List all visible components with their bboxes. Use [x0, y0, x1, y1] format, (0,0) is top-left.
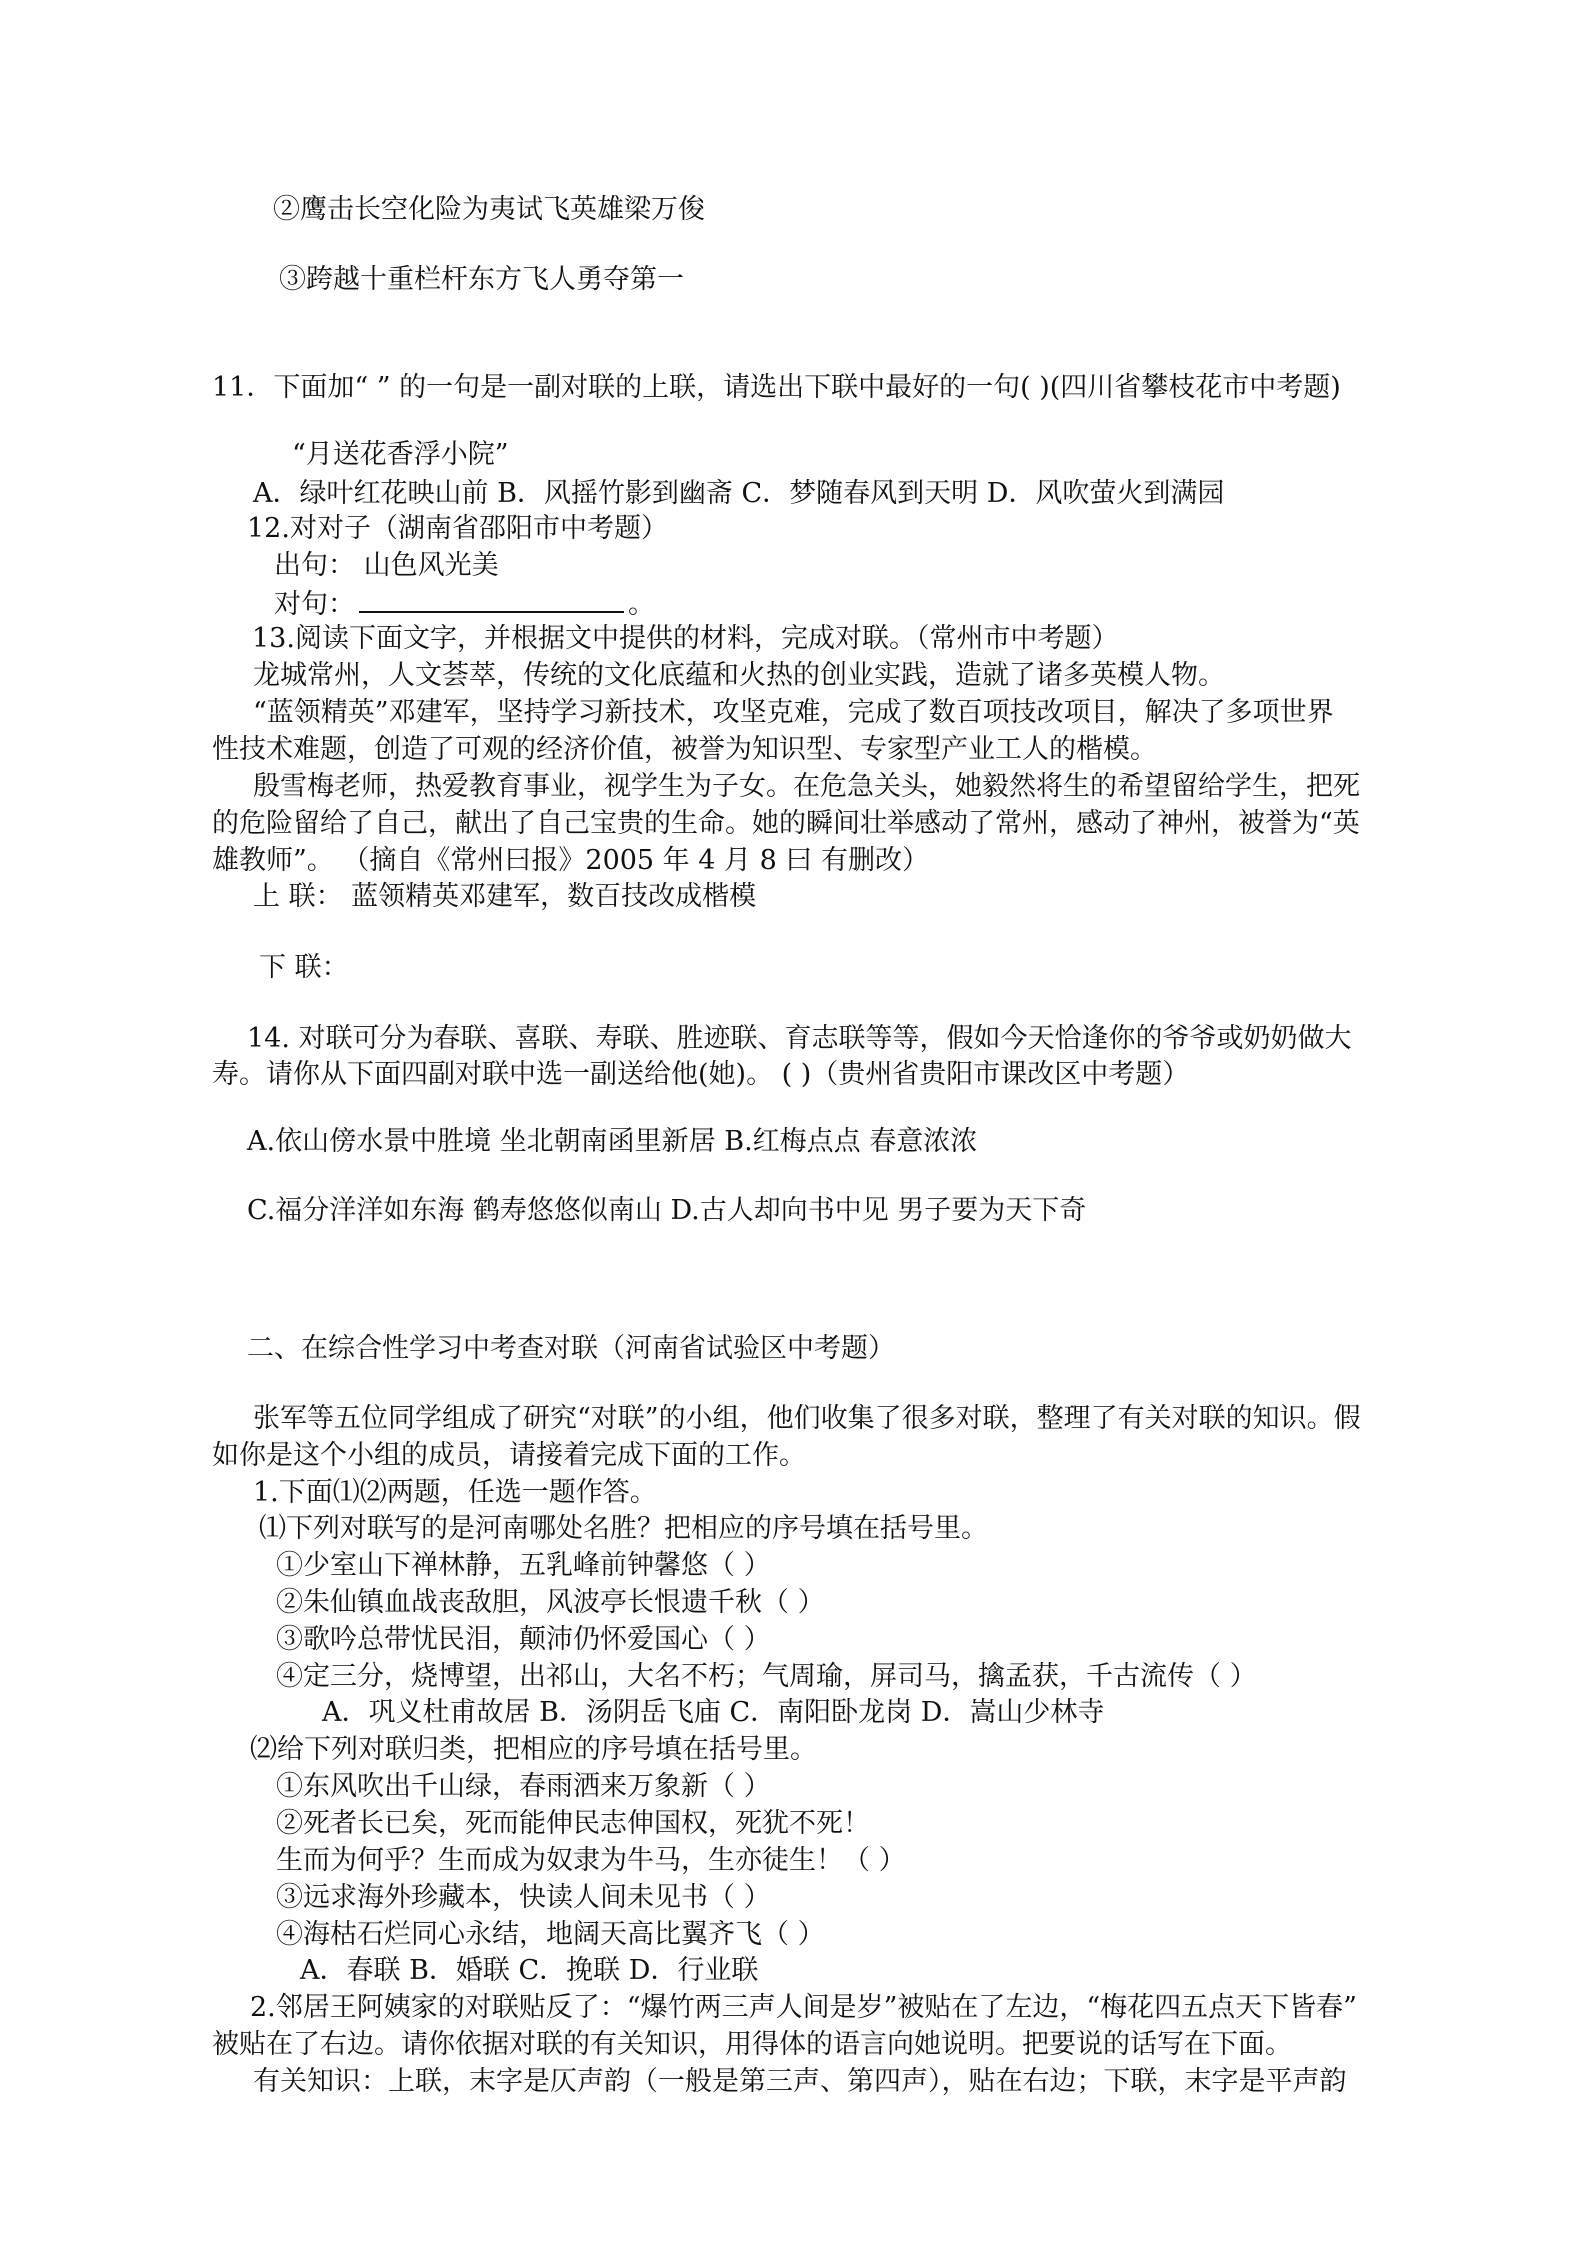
- lower-couplet-label: 下 联：: [259, 952, 349, 983]
- text-line: ①少室山下禅林静，五乳峰前钟馨悠（ ）: [276, 1550, 771, 1581]
- question-12: 12.对对子（湖南省邵阳市中考题）: [247, 513, 668, 544]
- text-line: ②朱仙镇血战丧敌胆，风波亭长恨遗千秋（ ）: [276, 1587, 825, 1618]
- text-line: 殷雪梅老师，热爱教育事业，视学生为子女。在危急关头，她毅然将生的希望留给学生，把死: [253, 771, 1360, 802]
- text-line: ④定三分，烧博望，出祁山，大名不朽；气周瑜，屏司马，擒孟获，千古流传（ ）: [276, 1661, 1257, 1692]
- text-line: 出句： 山色风光美: [274, 550, 499, 581]
- text-line: 张军等五位同学组成了研究“对联”的小组，他们收集了很多对联，整理了有关对联的知识。假: [253, 1403, 1361, 1434]
- period: 。: [628, 589, 655, 620]
- answer-options: A．巩义杜甫故居 B．汤阴岳飞庙 C．南阳卧龙岗 D．嵩山少林寺: [322, 1697, 1105, 1728]
- text-line: ①东风吹出千山绿，春雨洒来万象新（ ）: [276, 1771, 771, 1802]
- text-line: 有关知识：上联，末字是仄声韵（一般是第三声、第四声），贴在右边；下联，末字是平声韵: [253, 2066, 1347, 2097]
- text-line: ④海枯石烂同心永结，地阔天高比翼齐飞（ ）: [276, 1919, 825, 1950]
- text-line: ③跨越十重栏杆东方飞人勇夺第一: [279, 264, 684, 295]
- question-13: 13.阅读下面文字，并根据文中提供的材料，完成对联。（常州市中考题）: [252, 623, 1119, 654]
- answer-line: [274, 585, 655, 623]
- question-1: 1.下面⑴⑵两题，任选一题作答。: [253, 1477, 657, 1508]
- text-line: 被贴在了右边。请你依据对联的有关知识，用得体的语言向她说明。把要说的话写在下面。: [212, 2029, 1292, 2060]
- answer-label: 对句：: [274, 589, 355, 620]
- text-line: 寿。请你从下面四副对联中选一副送给他(她)。 ( )（贵州省贵阳市课改区中考题）: [212, 1059, 1190, 1090]
- answer-options: A.依山傍水景中胜境 坐北朝南函里新居 B.红梅点点 春意浓浓: [247, 1126, 978, 1157]
- text-line: 龙城常州，人文荟萃，传统的文化底蕴和火热的创业实践，造就了诸多英模人物。: [253, 660, 1225, 691]
- text-line: ③远求海外珍藏本，快读人间未见书（ ）: [276, 1882, 771, 1913]
- question-2: 2.邻居王阿姨家的对联贴反了：“爆竹两三声人间是岁”被贴在了左边，“梅花四五点天下皆春”: [250, 1992, 1357, 2023]
- question-11: 11．下面加“ ” 的一句是一副对联的上联，请选出下联中最好的一句( )(四川省攀枝花市中考题): [212, 372, 1341, 403]
- answer-options: C.福分洋洋如东海 鹤寿悠悠似南山 D.古人却向书中见 男子要为天下奇: [247, 1195, 1087, 1226]
- question-14: 14. 对联可分为春联、喜联、寿联、胜迹联、育志联等等，假如今天恰逢你的爷爷或奶奶做大: [247, 1023, 1352, 1054]
- section-heading: 二、在综合性学习中考查对联（河南省试验区中考题）: [247, 1333, 895, 1364]
- text-line: ②鹰击长空化险为夷试飞英雄梁万俊: [273, 194, 705, 225]
- text-line: ⑵给下列对联归类，把相应的序号填在括号里。: [250, 1734, 817, 1765]
- text-line: 的危险留给了自己，献出了自己宝贵的生命。她的瞬间壮举感动了常州，感动了神州，被誉为“英: [212, 808, 1360, 839]
- text-line: “月送花香浮小院”: [292, 439, 509, 470]
- text-line: ⑴下列对联写的是河南哪处名胜？把相应的序号填在括号里。: [259, 1513, 988, 1544]
- answer-blank[interactable]: [359, 585, 624, 613]
- text-line: 生而为何乎？生而成为奴隶为牛马，生亦徒生！（ ）: [276, 1845, 906, 1876]
- answer-options: A．绿叶红花映山前 B．风摇竹影到幽斋 C．梦随春风到天明 D．风吹萤火到满园: [253, 478, 1225, 509]
- text-line: 如你是这个小组的成员，请接着完成下面的工作。: [212, 1440, 806, 1471]
- text-line: ②死者长已矣，死而能伸民志伸国权，死犹不死！: [276, 1808, 870, 1839]
- text-line: 性技术难题，创造了可观的经济价值，被誉为知识型、专家型产业工人的楷模。: [212, 734, 1157, 765]
- text-line: ③歌吟总带忧民泪，颠沛仍怀爱国心（ ）: [276, 1624, 771, 1655]
- text-line: 雄教师”。 （摘自《常州曰报》2005 年 4 月 8 曰 有删改）: [212, 845, 929, 876]
- answer-options: A．春联 B．婚联 C．挽联 D．行业联: [300, 1955, 759, 1986]
- text-line: “蓝领精英”邓建军，坚持学习新技术，攻坚克难，完成了数百项技改项目，解决了多项世界: [253, 697, 1334, 728]
- upper-couplet: 上 联： 蓝领精英邓建军，数百技改成楷模: [253, 881, 757, 912]
